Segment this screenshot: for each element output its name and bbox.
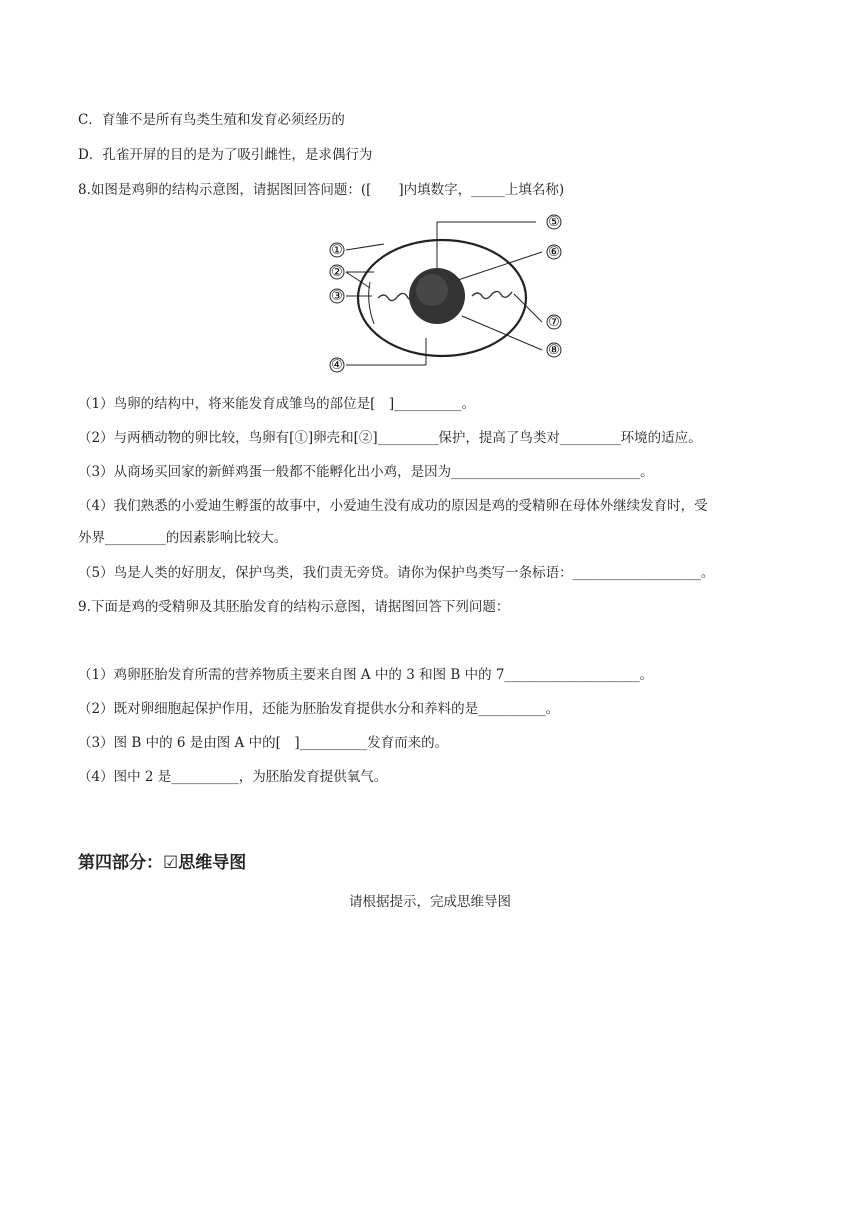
section-prompt: 请根据提示，完成思维导图 [349, 894, 511, 910]
label-1: ① [331, 243, 343, 258]
label-4: ④ [331, 358, 343, 373]
option-c: C．育雏不是所有鸟类生殖和发育必须经历的 [78, 112, 345, 128]
egg-structure-figure [322, 212, 572, 377]
chalaza-right [472, 291, 512, 298]
label-5: ⑤ [548, 215, 560, 230]
question-9-3: （3）图 B 中的 6 是由图 A 中的[ ]__________发育而来的。 [78, 735, 449, 751]
question-8-2: （2）与两栖动物的卵比较，鸟卵有[①]卵壳和[②]_________保护，提高了鸟类对_________环境的适应。 [78, 430, 702, 446]
label-2: ② [331, 265, 343, 280]
question-8: 8.如图是鸡卵的结构示意图，请据图回答问题：([ ]内填数字，_____上填名称) [78, 182, 565, 198]
section-title: 第四部分：☑思维导图 [78, 853, 247, 873]
question-8-4-cont: 外界_________的因素影响比较大。 [78, 530, 288, 546]
question-8-3: （3）从商场买回家的新鲜鸡蛋一般都不能孵化出小鸡，是因为____________________________。 [78, 464, 654, 480]
shell-membrane [369, 282, 374, 324]
label-7: ⑦ [548, 315, 560, 330]
question-8-1: （1）鸟卵的结构中，将来能发育成雏鸟的部位是[ ]__________。 [78, 396, 476, 412]
question-8-4: （4）我们熟悉的小爱迪生孵蛋的故事中，小爱迪生没有成功的原因是鸡的受精卵在母体外继续发育时，受 [78, 498, 708, 514]
question-9-1: （1）鸡卵胚胎发育所需的营养物质主要来自图 A 中的 3 和图 B 中的 7____________________。 [78, 667, 653, 683]
label-6: ⑥ [548, 245, 560, 260]
question-9: 9.下面是鸡的受精卵及其胚胎发育的结构示意图，请据图回答下列问题： [78, 599, 510, 615]
label-8: ⑧ [548, 343, 560, 358]
option-d: D．孔雀开屏的目的是为了吸引雌性，是求偶行为 [78, 147, 373, 163]
label-3: ③ [331, 289, 343, 304]
question-9-4: （4）图中 2 是__________，为胚胎发育提供氧气。 [78, 769, 388, 785]
question-8-5: （5）鸟是人类的好朋友，保护鸟类，我们责无旁贷。请你为保护鸟类写一条标语：___________________。 [78, 565, 715, 581]
question-9-2: （2）既对卵细胞起保护作用，还能为胚胎发育提供水分和养料的是__________。 [78, 701, 560, 717]
